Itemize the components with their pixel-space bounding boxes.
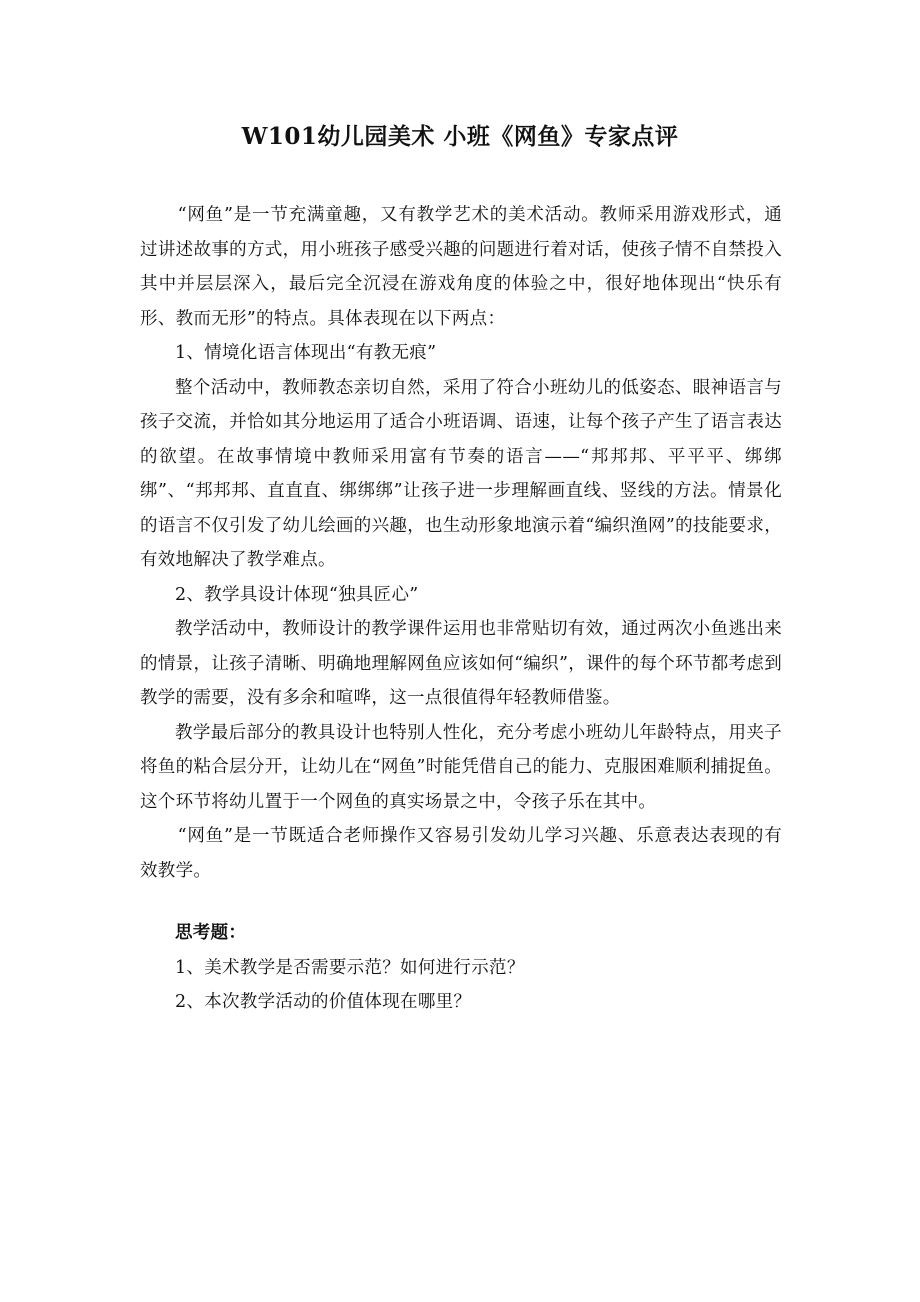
paragraph-teaching-aids: 教学最后部分的教具设计也特别人性化，充分考虑小班幼儿年龄特点，用夹子将鱼的粘合层分开，让幼儿在“网鱼”时能凭借自己的能力、克服困难顺利捕捉鱼。这个环节将幼儿置于一个网鱼的真实场景之中，令孩子乐在其中。 <box>140 722 782 812</box>
question-item-1: 1、美术教学是否需要示范？如何进行示范？ <box>175 957 525 978</box>
question-item-2: 2、本次教学活动的价值体现在哪里？ <box>175 992 472 1012</box>
paragraph-intro: “网鱼”是一节充满童趣，又有教学艺术的美术活动。教师采用游戏形式，通过讲述故事的方式，用小班孩子感受兴趣的问题进行着对话，使孩子情不自禁投入其中并层层深入，最后完全沉浸在游戏角度的体验之中，很好地体现出“快乐有形、教而无形”的特点。具体表现在以下两点： <box>140 205 782 329</box>
paragraph-language: 整个活动中，教师教态亲切自然，采用了符合小班幼儿的低姿态、眼神语言与孩子交流，并恰如其分地运用了适合小班语调、语速，让每个孩子产生了语言表达的欲望。在故事情境中教师采用富有节奏的语言——“邦邦邦、平平平、绑绑绑”、“邦邦邦、直直直、绑绑绑”让孩子进一步理解画直线、竖线的方法。情景化的语言不仅引发了幼儿绘画的兴趣，也生动形象地演示着“编织渔网”的技能要求，有效地解决了教学难点。 <box>140 377 782 570</box>
questions-title: 思考题： <box>175 923 247 943</box>
document-body <box>140 198 782 1020</box>
section-heading-1: 1、情境化语言体现出“有教无痕” <box>175 343 437 363</box>
spacer <box>140 888 782 916</box>
paragraph-courseware: 教学活动中，教师设计的教学课件运用也非常贴切有效，通过两次小鱼逃出来的情景，让孩子清晰、明确地理解网鱼应该如何“编织”，课件的每个环节都考虑到教学的需要，没有多余和喧哗，这一点很值得年轻教师借鉴。 <box>140 619 782 708</box>
section-heading-2: 2、教学具设计体现“独具匠心” <box>175 584 419 605</box>
paragraph-conclusion: “网鱼”是一节既适合老师操作又容易引发幼儿学习兴趣、乐意表达表现的有效教学。 <box>140 826 782 881</box>
document-title: W101幼儿园美术 小班《网鱼》专家点评 <box>241 123 679 150</box>
